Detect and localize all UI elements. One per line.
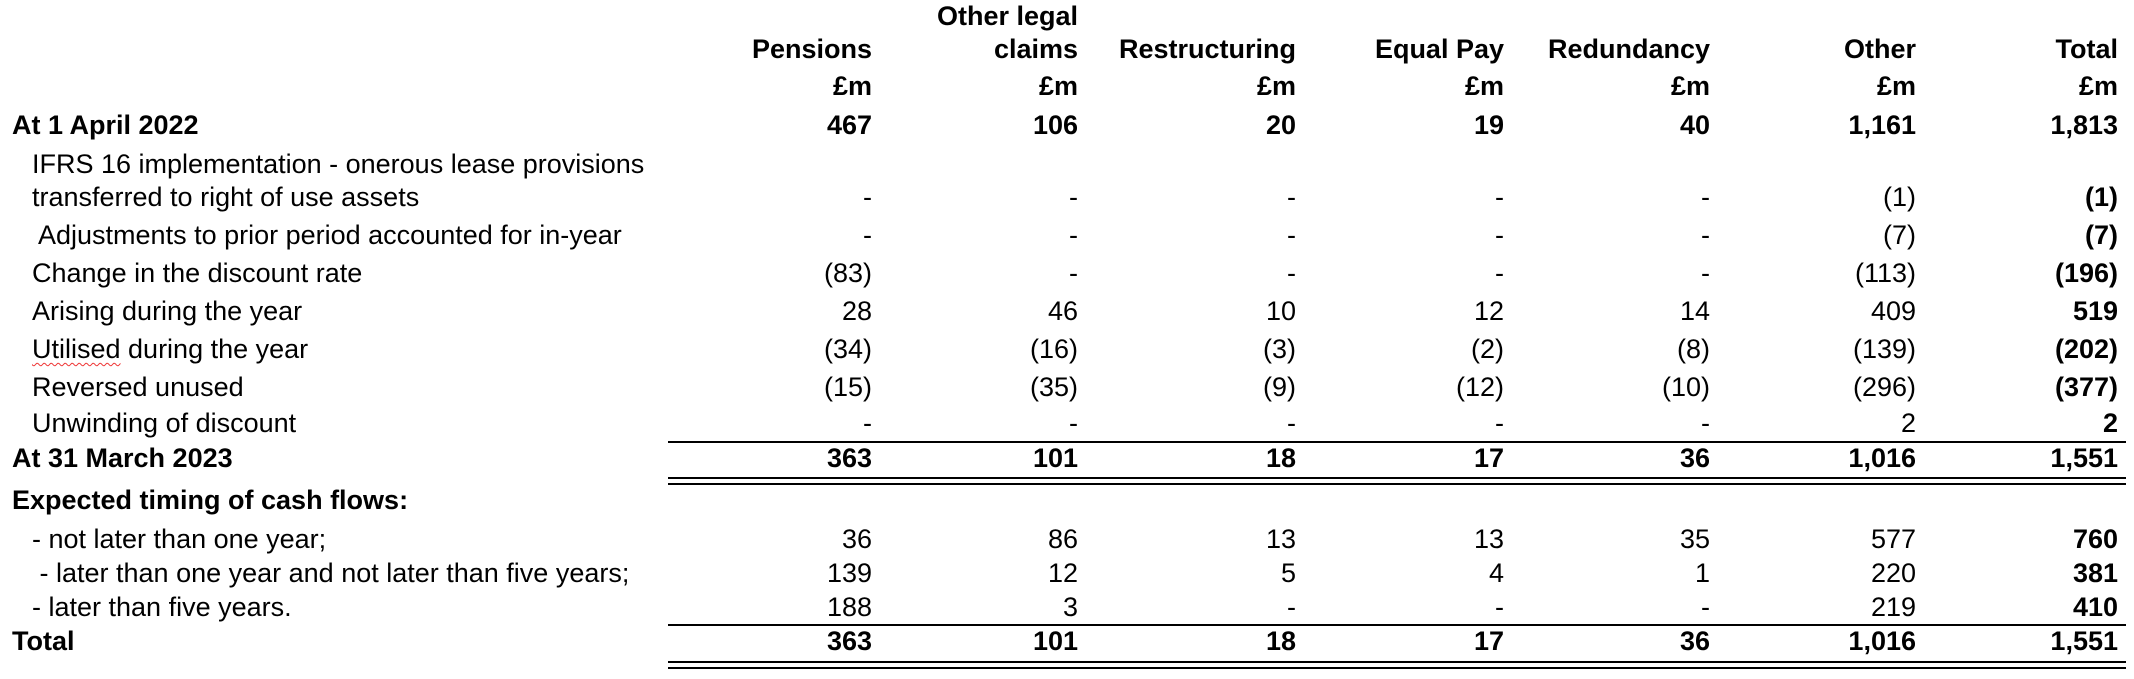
cell-other: (139) — [1852, 334, 1916, 364]
cell-pensions: - — [863, 408, 872, 438]
row-timing-one-to-five-years — [0, 556, 2134, 590]
cell-redundancy: 36 — [1679, 443, 1710, 473]
cell-other-legal-claims: 101 — [1032, 443, 1078, 473]
row-label — [32, 332, 308, 366]
row-timing-within-one-year — [0, 522, 2134, 556]
cell-redundancy: (10) — [1661, 372, 1710, 402]
cell-restructuring: 20 — [1265, 110, 1296, 140]
column-header-total — [2056, 34, 2119, 101]
cell-equal-pay: (12) — [1455, 372, 1504, 402]
cell-restructuring: 18 — [1265, 443, 1296, 473]
cell-equal-pay: - — [1495, 220, 1504, 250]
row-label: IFRS 16 implementation - onerous lease provisions — [32, 149, 645, 179]
cell-redundancy: 1 — [1694, 558, 1710, 588]
column-header-unit: £m — [2078, 71, 2118, 101]
row-label: transferred to right of use assets — [32, 182, 420, 212]
row-opening-balance — [0, 108, 2134, 142]
cell-pensions: (15) — [823, 372, 872, 402]
cell-restructuring: 5 — [1280, 558, 1296, 588]
cell-pensions: 139 — [826, 558, 872, 588]
cell-equal-pay: - — [1495, 258, 1504, 288]
row-label: - later than one year and not later than five years; — [32, 558, 630, 588]
column-header-restructuring — [1119, 34, 1296, 101]
cell-restructuring: 13 — [1265, 524, 1296, 554]
cell-other-legal-claims: 106 — [1032, 110, 1078, 140]
cell-restructuring: 18 — [1265, 626, 1296, 656]
cell-redundancy: - — [1701, 408, 1710, 438]
cell-pensions: (83) — [823, 258, 872, 288]
column-header-unit: £m — [1256, 71, 1296, 101]
row-timing-total — [0, 624, 2134, 658]
cell-equal-pay: - — [1495, 592, 1504, 622]
column-header-label: Pensions — [751, 34, 872, 64]
column-header-label: Equal Pay — [1374, 34, 1504, 64]
column-header-redundancy — [1548, 34, 1710, 101]
cell-other: 577 — [1870, 524, 1916, 554]
cell-redundancy: - — [1701, 258, 1710, 288]
cell-restructuring: - — [1287, 592, 1296, 622]
cell-redundancy: - — [1701, 592, 1710, 622]
row-reversed-unused — [0, 370, 2134, 404]
cell-redundancy: - — [1701, 220, 1710, 250]
cell-other: 2 — [1900, 408, 1916, 438]
cell-restructuring: - — [1287, 408, 1296, 438]
cell-total: 1,551 — [2050, 443, 2118, 473]
cell-pensions: - — [863, 182, 872, 212]
cell-restructuring: (9) — [1263, 372, 1296, 402]
column-header-unit: £m — [1038, 71, 1078, 101]
row-label: - later than five years. — [32, 592, 292, 622]
cell-total: (7) — [2085, 220, 2118, 250]
column-header-unit: £m — [1670, 71, 1710, 101]
cell-equal-pay: 19 — [1473, 110, 1504, 140]
cell-restructuring: (3) — [1263, 334, 1296, 364]
cell-equal-pay: 17 — [1473, 626, 1504, 656]
total-double-rule — [668, 661, 2126, 669]
row-label: Arising during the year — [32, 296, 303, 326]
cell-redundancy: (8) — [1677, 334, 1710, 364]
row-timing-heading — [0, 483, 2134, 517]
row-label: - not later than one year; — [32, 524, 327, 554]
cell-other: (296) — [1852, 372, 1916, 402]
cell-other-legal-claims: (16) — [1029, 334, 1078, 364]
column-header-label: Other — [1843, 34, 1916, 64]
cell-total: 381 — [2072, 558, 2118, 588]
cell-other: (1) — [1883, 182, 1916, 212]
cell-equal-pay: - — [1495, 408, 1504, 438]
row-arising — [0, 294, 2134, 328]
cell-redundancy: 35 — [1679, 524, 1710, 554]
column-header-label: Total — [2055, 34, 2118, 64]
column-header-other-legal-claims — [937, 1, 1078, 101]
cell-other: 1,161 — [1848, 110, 1916, 140]
row-adjustments-prior-period — [0, 218, 2134, 252]
row-change-discount-rate — [0, 256, 2134, 290]
row-ifrs16 — [0, 180, 2134, 214]
row-label: Adjustments to prior period accounted for in-year — [38, 220, 622, 250]
cell-pensions: (34) — [823, 334, 872, 364]
cell-total: 1,813 — [2050, 110, 2118, 140]
row-timing-after-five-years — [0, 590, 2134, 624]
column-header-pensions — [752, 34, 872, 101]
cell-total: 1,551 — [2050, 626, 2118, 656]
cell-other-legal-claims: - — [1069, 220, 1078, 250]
cell-total: (1) — [2085, 182, 2118, 212]
row-unwinding-discount — [0, 406, 2134, 440]
row-label: Reversed unused — [32, 372, 244, 402]
cell-pensions: 36 — [841, 524, 872, 554]
row-ifrs16-label-line1 — [0, 147, 2134, 181]
cell-other-legal-claims: 101 — [1032, 626, 1078, 656]
cell-other: 1,016 — [1848, 626, 1916, 656]
cell-pensions: 188 — [826, 592, 872, 622]
column-header-label: Redundancy — [1547, 34, 1710, 64]
cell-equal-pay: 12 — [1473, 296, 1504, 326]
row-label: At 31 March 2023 — [12, 443, 233, 473]
column-header-label: Restructuring — [1118, 34, 1296, 64]
row-closing-balance — [0, 441, 2134, 475]
cell-other-legal-claims: - — [1069, 258, 1078, 288]
column-header-unit: £m — [1876, 71, 1916, 101]
cell-equal-pay: 17 — [1473, 443, 1504, 473]
cell-total: (202) — [2054, 334, 2118, 364]
cell-other: 220 — [1870, 558, 1916, 588]
cell-other-legal-claims: - — [1069, 408, 1078, 438]
row-label-rest: during the year — [120, 334, 309, 364]
cell-equal-pay: (2) — [1471, 334, 1504, 364]
cell-restructuring: - — [1287, 182, 1296, 212]
cell-pensions: 467 — [826, 110, 872, 140]
cell-total: (377) — [2054, 372, 2118, 402]
row-label: Unwinding of discount — [32, 408, 297, 438]
cell-other-legal-claims: 46 — [1047, 296, 1078, 326]
cell-pensions: 363 — [826, 443, 872, 473]
column-header-equal-pay — [1375, 34, 1504, 101]
cell-redundancy: - — [1701, 182, 1710, 212]
cell-pensions: 363 — [826, 626, 872, 656]
cell-total: 410 — [2072, 592, 2118, 622]
column-header-unit: £m — [832, 71, 872, 101]
cell-other-legal-claims: - — [1069, 182, 1078, 212]
cell-pensions: - — [863, 220, 872, 250]
cell-redundancy: 36 — [1679, 626, 1710, 656]
row-label: Change in the discount rate — [32, 258, 363, 288]
cell-other: 219 — [1870, 592, 1916, 622]
cell-other-legal-claims: (35) — [1029, 372, 1078, 402]
cell-other-legal-claims: 12 — [1047, 558, 1078, 588]
row-label: At 1 April 2022 — [12, 110, 199, 140]
cell-other: (113) — [1854, 258, 1916, 288]
cell-other: (7) — [1883, 220, 1916, 250]
cell-restructuring: - — [1287, 258, 1296, 288]
cell-equal-pay: - — [1495, 182, 1504, 212]
section-heading: Expected timing of cash flows: — [12, 485, 409, 515]
cell-restructuring: 10 — [1265, 296, 1296, 326]
cell-total: (196) — [2054, 258, 2118, 288]
cell-redundancy: 14 — [1679, 296, 1710, 326]
row-label: Total — [12, 626, 75, 656]
spellcheck-word: Utilised — [32, 334, 121, 364]
cell-total: 760 — [2072, 524, 2118, 554]
cell-total: 519 — [2072, 296, 2118, 326]
cell-restructuring: - — [1287, 220, 1296, 250]
row-utilised — [0, 332, 2134, 366]
cell-redundancy: 40 — [1679, 110, 1710, 140]
cell-total: 2 — [2102, 408, 2118, 438]
cell-equal-pay: 4 — [1488, 558, 1504, 588]
column-header-unit: £m — [1464, 71, 1504, 101]
column-header-label: claims — [993, 34, 1078, 64]
cell-other: 409 — [1870, 296, 1916, 326]
cell-equal-pay: 13 — [1473, 524, 1504, 554]
cell-other: 1,016 — [1848, 443, 1916, 473]
cell-pensions: 28 — [841, 296, 872, 326]
column-header-label-line1: Other legal — [936, 1, 1078, 31]
cell-other-legal-claims: 86 — [1047, 524, 1078, 554]
column-header-other — [1844, 34, 1916, 101]
cell-other-legal-claims: 3 — [1062, 592, 1078, 622]
